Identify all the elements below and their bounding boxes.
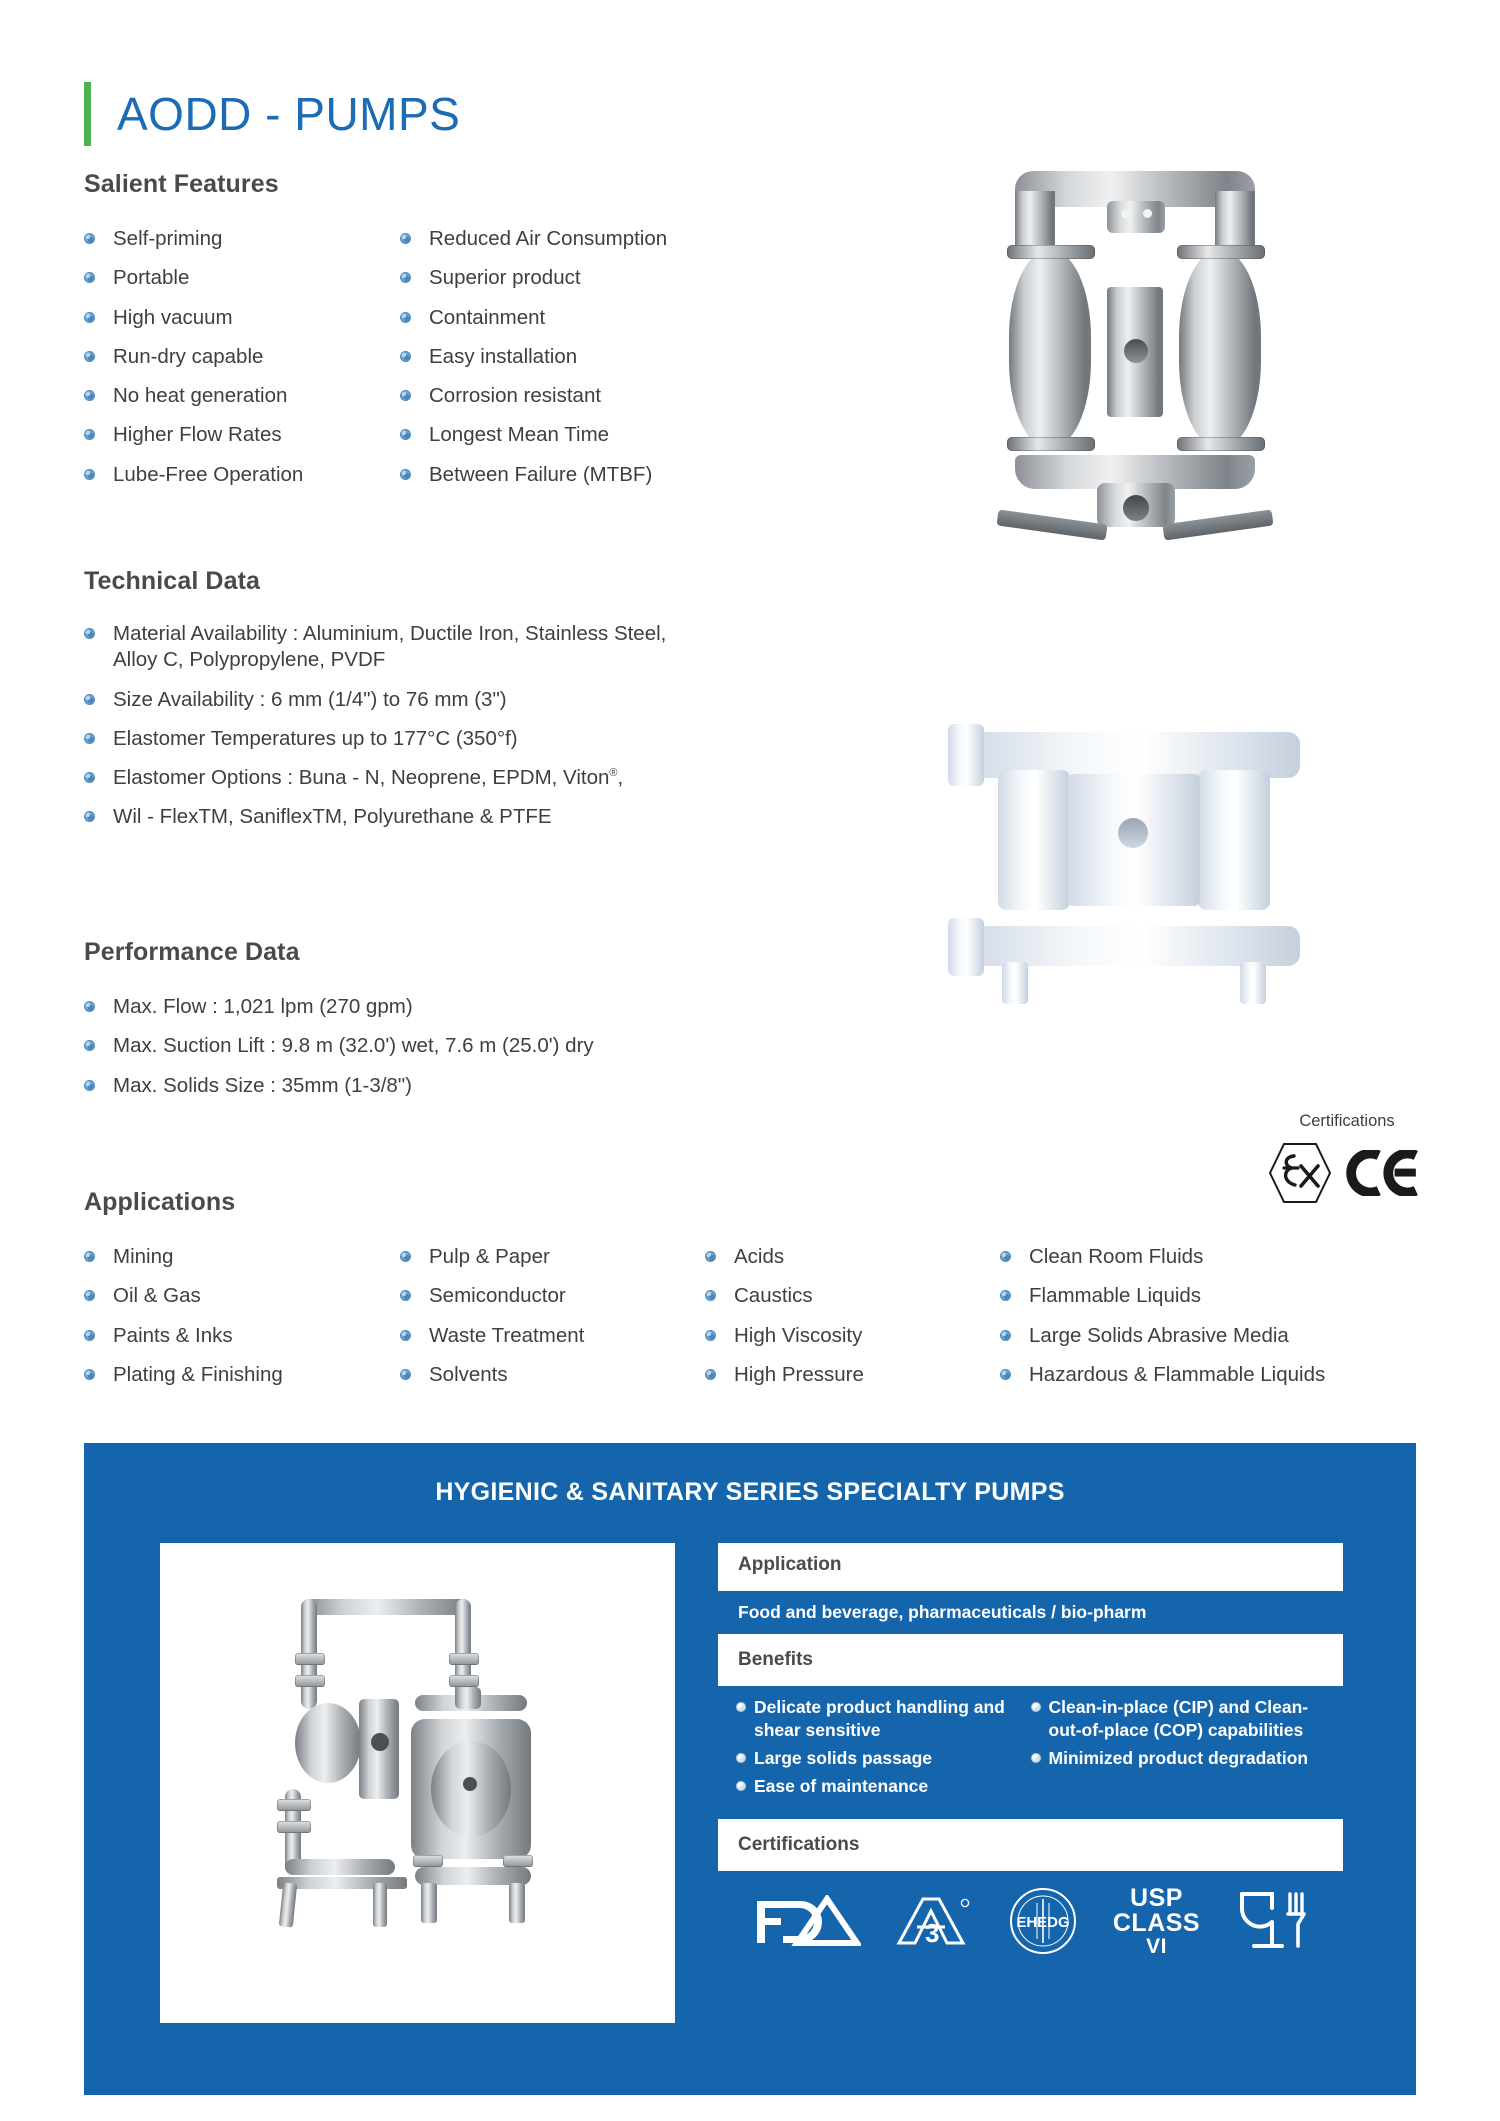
page-header bbox=[84, 82, 460, 146]
list-item-label: Pulp & Paper bbox=[429, 1245, 550, 1268]
list-item bbox=[84, 620, 784, 648]
ehedg-logo bbox=[1007, 1885, 1079, 1957]
bullet-icon bbox=[705, 1251, 716, 1262]
bullet-icon bbox=[705, 1369, 716, 1380]
bullet-icon bbox=[84, 1369, 95, 1380]
list-item bbox=[84, 686, 784, 714]
benefits-header: Benefits bbox=[718, 1638, 1343, 1682]
list-item bbox=[1000, 1282, 1400, 1310]
salient-features-heading: Salient Features bbox=[84, 170, 279, 198]
list-item-label: Longest Mean Time bbox=[429, 423, 610, 447]
list-item-label: Size Availability : 6 mm (1/4") to 76 mm (3") bbox=[113, 687, 507, 711]
bullet-icon bbox=[84, 1001, 95, 1012]
list-item-label: High vacuum bbox=[113, 305, 233, 329]
bullet-icon bbox=[400, 429, 411, 440]
application-value: Food and beverage, pharmaceuticals / bio-pharm bbox=[718, 1591, 1343, 1634]
svg-text:3: 3 bbox=[924, 1918, 940, 1948]
bullet-icon bbox=[84, 1330, 95, 1341]
bullet-icon bbox=[736, 1702, 746, 1712]
benefits-column-1 bbox=[736, 1696, 1031, 1803]
list-item bbox=[1031, 1696, 1326, 1742]
green-accent-bar bbox=[84, 82, 91, 146]
list-item-label: Solvents bbox=[429, 1362, 508, 1386]
ce-mark-icon bbox=[1346, 1150, 1422, 1196]
bullet-icon bbox=[400, 1330, 411, 1341]
list-item bbox=[84, 1361, 314, 1389]
list-item bbox=[400, 1361, 630, 1389]
list-item bbox=[84, 803, 784, 831]
list-item bbox=[84, 225, 384, 253]
performance-data-list bbox=[84, 993, 784, 1111]
list-item-label: Plating & Finishing bbox=[113, 1362, 283, 1386]
list-item-label: Max. Flow : 1,021 lpm (270 gpm) bbox=[113, 995, 413, 1018]
list-item-label: Wil - FlexTM, SaniflexTM, Polyurethane & PTFE bbox=[113, 805, 552, 829]
panel-title: HYGIENIC & SANITARY SERIES SPECIALTY PUMPS bbox=[435, 1478, 1065, 1506]
list-item-label: Elastomer Temperatures up to 177°C (350°f) bbox=[113, 726, 518, 750]
elastomer-options-text: Elastomer Options : Buna - N, Neoprene, EPDM, Viton bbox=[113, 766, 610, 790]
benefits-column-2 bbox=[1031, 1696, 1326, 1803]
bullet-icon bbox=[84, 772, 95, 783]
list-item-label: Reduced Air Consumption bbox=[429, 227, 668, 250]
list-item bbox=[736, 1775, 1031, 1798]
list-item-label: Containment bbox=[429, 305, 546, 329]
bullet-icon bbox=[84, 694, 95, 705]
bullet-icon bbox=[705, 1330, 716, 1341]
list-item bbox=[736, 1747, 1031, 1770]
applications-column-4 bbox=[1000, 1243, 1400, 1400]
usp-line-3: VI bbox=[1146, 1934, 1167, 1958]
salient-features-column-2 bbox=[400, 225, 740, 500]
list-item-label: Large Solids Abrasive Media bbox=[1029, 1323, 1289, 1347]
list-item-label: No heat generation bbox=[113, 384, 288, 408]
list-item-label: Oil & Gas bbox=[113, 1284, 201, 1308]
list-item-label: Semiconductor bbox=[429, 1284, 566, 1308]
list-item bbox=[400, 264, 740, 292]
list-item-label: Large solids passage bbox=[754, 1748, 932, 1769]
svg-text:EHEDG: EHEDG bbox=[1016, 1914, 1070, 1932]
list-item bbox=[1031, 1747, 1326, 1770]
technical-data-list bbox=[84, 620, 784, 843]
bullet-icon bbox=[736, 1753, 746, 1763]
list-item-label: Max. Solids Size : 35mm (1-3/8") bbox=[113, 1073, 412, 1097]
top-certifications-group bbox=[1272, 1112, 1422, 1131]
bullet-icon bbox=[84, 1040, 95, 1051]
bullet-icon bbox=[84, 272, 95, 283]
bullet-icon bbox=[736, 1781, 746, 1791]
list-item bbox=[84, 1072, 784, 1100]
list-item bbox=[1000, 1361, 1400, 1389]
list-item bbox=[705, 1322, 925, 1350]
list-item-label: Between Failure (MTBF) bbox=[429, 462, 653, 486]
bullet-icon bbox=[84, 1290, 95, 1301]
top-certification-marks bbox=[1268, 1142, 1422, 1204]
list-item-label: Minimized product degradation bbox=[1048, 1748, 1309, 1769]
list-item bbox=[400, 1243, 630, 1271]
benefits-grid bbox=[718, 1686, 1343, 1819]
sanitary-pump-image bbox=[160, 1543, 675, 2023]
bullet-icon bbox=[400, 1290, 411, 1301]
list-item bbox=[705, 1243, 925, 1271]
plastic-pump-image bbox=[940, 718, 1340, 1008]
bullet-icon bbox=[84, 429, 95, 440]
list-item bbox=[1000, 1322, 1400, 1350]
bullet-icon bbox=[84, 1251, 95, 1262]
list-item bbox=[705, 1361, 925, 1389]
panel-info-table bbox=[718, 1543, 1343, 1973]
list-item-label: Easy installation bbox=[429, 344, 578, 368]
bullet-icon bbox=[84, 1080, 95, 1091]
list-item bbox=[705, 1282, 925, 1310]
list-item-label: Lube-Free Operation bbox=[113, 462, 304, 486]
bullet-icon bbox=[400, 233, 411, 244]
list-item bbox=[84, 725, 784, 753]
list-item-label: Elastomer Options : Buna - N, Neoprene, EPDM, Viton®, bbox=[113, 766, 624, 790]
list-item-label: Paints & Inks bbox=[113, 1323, 233, 1347]
bullet-icon bbox=[400, 312, 411, 323]
list-item bbox=[400, 421, 740, 449]
list-item-label: Waste Treatment bbox=[429, 1323, 585, 1347]
list-item-label: Flammable Liquids bbox=[1029, 1284, 1202, 1308]
metal-pump-image bbox=[985, 165, 1285, 565]
page-title: AODD - PUMPS bbox=[117, 88, 461, 140]
list-item-label: Acids bbox=[734, 1245, 785, 1268]
performance-data-heading: Performance Data bbox=[84, 938, 300, 966]
list-item-label: Portable bbox=[113, 266, 190, 290]
list-item-label: Max. Suction Lift : 9.8 m (32.0') wet, 7.6 m (25.0') dry bbox=[113, 1034, 594, 1058]
list-item bbox=[84, 1282, 314, 1310]
bullet-icon bbox=[84, 233, 95, 244]
list-item bbox=[84, 993, 784, 1021]
material-continuation-text: Alloy C, Polypropylene, PVDF bbox=[113, 648, 386, 672]
bullet-icon bbox=[1000, 1251, 1011, 1262]
list-item-label: Mining bbox=[113, 1245, 174, 1268]
bullet-icon bbox=[84, 351, 95, 362]
list-item bbox=[400, 304, 740, 332]
list-item-label: Ease of maintenance bbox=[754, 1776, 929, 1797]
list-item bbox=[400, 1322, 630, 1350]
bullet-icon bbox=[400, 469, 411, 480]
list-item-label: Run-dry capable bbox=[113, 344, 264, 368]
list-item bbox=[400, 461, 740, 489]
list-item-label: Superior product bbox=[429, 266, 581, 290]
bullet-icon bbox=[84, 811, 95, 822]
list-item bbox=[84, 304, 384, 332]
bullet-icon bbox=[84, 312, 95, 323]
list-item-label: Self-priming bbox=[113, 227, 223, 250]
list-item bbox=[84, 421, 384, 449]
registered-mark-icon: ® bbox=[609, 767, 618, 780]
food-safe-glass-fork-logo bbox=[1234, 1890, 1308, 1952]
list-item-label: Hazardous & Flammable Liquids bbox=[1029, 1362, 1326, 1386]
list-item bbox=[84, 343, 384, 371]
list-item bbox=[400, 1282, 630, 1310]
bullet-icon bbox=[400, 390, 411, 401]
list-item bbox=[400, 343, 740, 371]
bullet-icon bbox=[705, 1290, 716, 1301]
list-item-label: Clean-in-place (CIP) and Clean-out-of-place (COP) capabilities bbox=[1048, 1697, 1309, 1741]
applications-heading: Applications bbox=[84, 1188, 236, 1216]
bullet-icon bbox=[1031, 1702, 1041, 1712]
list-item-label: Higher Flow Rates bbox=[113, 423, 282, 447]
list-item bbox=[400, 225, 740, 253]
list-item-label: Corrosion resistant bbox=[429, 384, 602, 408]
list-item bbox=[84, 764, 784, 792]
a3-logo bbox=[895, 1895, 973, 1947]
bullet-icon bbox=[400, 1369, 411, 1380]
certification-logos-row bbox=[718, 1871, 1343, 1973]
list-item-label: Material Availability : Aluminium, Ductile Iron, Stainless Steel, bbox=[113, 622, 667, 645]
applications-column-2 bbox=[400, 1243, 630, 1400]
list-item-label: Clean Room Fluids bbox=[1029, 1245, 1204, 1268]
list-item bbox=[84, 1322, 314, 1350]
bullet-icon bbox=[400, 351, 411, 362]
list-item bbox=[84, 1243, 314, 1271]
bullet-icon bbox=[1000, 1290, 1011, 1301]
certifications-label: Certifications bbox=[1299, 1112, 1395, 1130]
bullet-icon bbox=[84, 628, 95, 639]
salient-features-column-1 bbox=[84, 225, 384, 500]
bullet-icon bbox=[84, 390, 95, 401]
list-item bbox=[84, 264, 384, 292]
list-item-label: Delicate product handling and shear sensitive bbox=[754, 1697, 1005, 1741]
bullet-icon bbox=[1000, 1369, 1011, 1380]
list-item-label: High Pressure bbox=[734, 1362, 864, 1386]
fda-logo bbox=[753, 1895, 861, 1947]
usp-line-2: CLASS bbox=[1112, 1908, 1201, 1937]
atex-ex-icon bbox=[1268, 1142, 1332, 1204]
list-item bbox=[400, 382, 740, 410]
list-item bbox=[84, 1032, 784, 1060]
technical-data-heading: Technical Data bbox=[84, 567, 260, 595]
list-item bbox=[84, 382, 384, 410]
application-header: Application bbox=[718, 1543, 1343, 1587]
list-item bbox=[1000, 1243, 1400, 1271]
list-item bbox=[736, 1696, 1031, 1742]
list-item-label: Caustics bbox=[734, 1284, 813, 1308]
list-item bbox=[84, 461, 384, 489]
list-item-label: High Viscosity bbox=[734, 1323, 863, 1347]
applications-column-3 bbox=[705, 1243, 925, 1400]
bullet-icon bbox=[1031, 1753, 1041, 1763]
usp-line-1: USP bbox=[1130, 1883, 1183, 1912]
bullet-icon bbox=[400, 1251, 411, 1262]
bullet-icon bbox=[400, 272, 411, 283]
bullet-icon bbox=[84, 733, 95, 744]
applications-column-1 bbox=[84, 1243, 314, 1400]
certifications-header: Certifications bbox=[718, 1823, 1343, 1867]
usp-class-vi-logo bbox=[1112, 1883, 1201, 1958]
bullet-icon bbox=[84, 469, 95, 480]
bullet-icon bbox=[1000, 1330, 1011, 1341]
